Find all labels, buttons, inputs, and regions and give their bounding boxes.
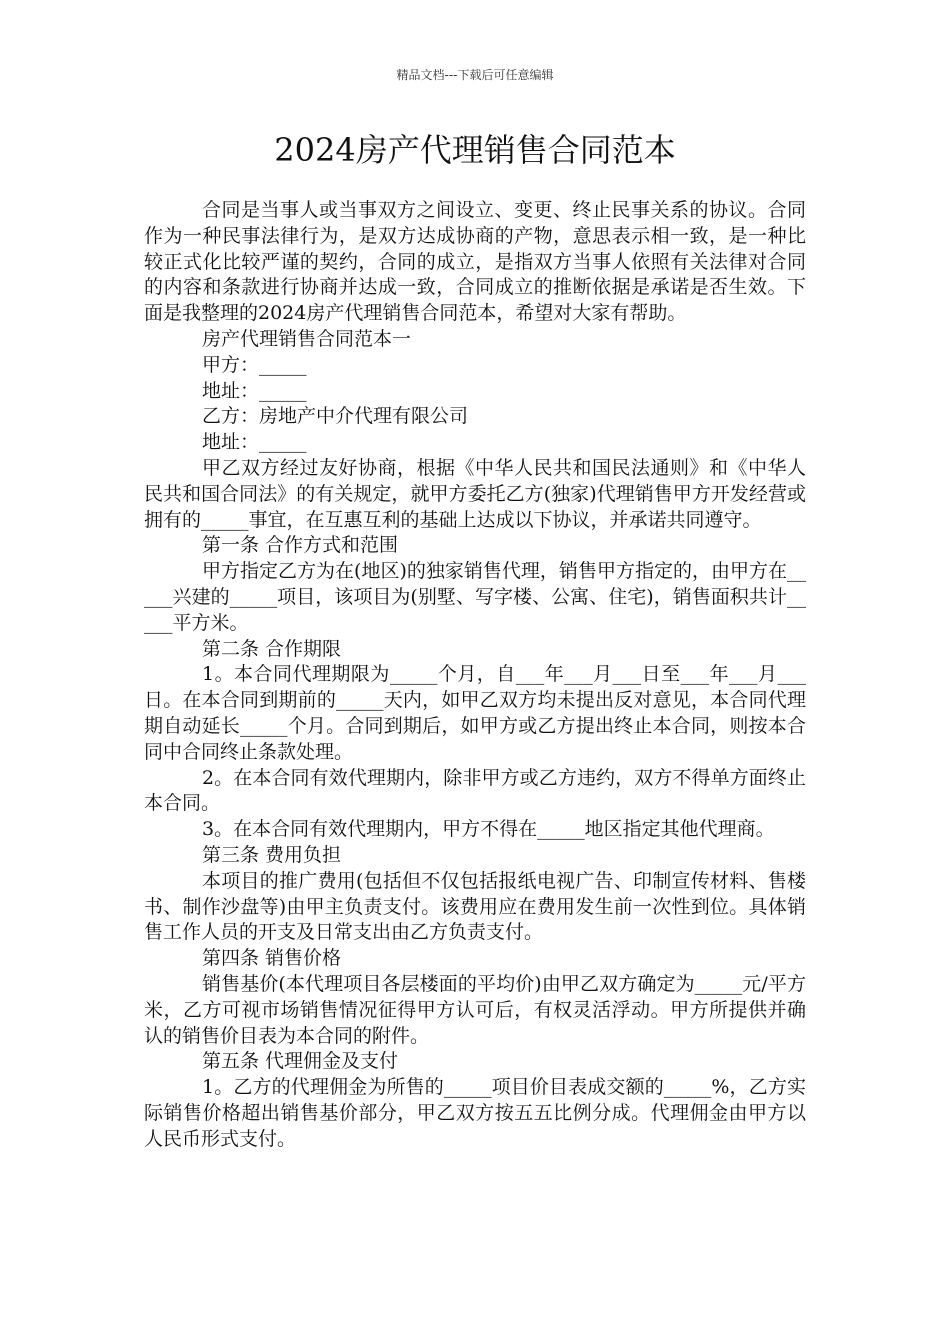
paragraph-intro: 合同是当事人或当事双方之间设立、变更、终止民事关系的协议。合同作为一种民事法律行为，是双方达成协商的产物，意思表示相一致，是一种比较正式化比较严谨的契约，合同的成立，是指双方当事人依照有关法律对合同的内容和条款进行协商并达成一致，合同成立的推断依据是承诺是否生效。下面是我整理的2024房产代理销售合同范本，希望对大家有帮助。 — [144, 199, 806, 325]
paragraph-article-1-body: 甲方指定乙方为在(地区)的独家销售代理，销售甲方指定的，由甲方在_____兴建的_____项目，该项目为(别墅、写字楼、公寓、住宅)，销售面积共计_____平方米。 — [144, 560, 806, 634]
paragraph-party-a: 甲方：_____ — [202, 353, 307, 376]
paragraph-article-5-heading: 第五条 代理佣金及支付 — [202, 1050, 399, 1073]
paragraph-article-3-body: 本项目的推广费用(包括但不仅包括报纸电视广告、印制宣传材料、售楼书、制作沙盘等)由甲主负责支付。该费用应在费用发生前一次性到位。具体销售工作人员的开支及日常支出由乙方负责支付。 — [144, 869, 806, 944]
paragraph-article-2-item-3: 3。在本合同有效代理期内，甲方不得在_____地区指定其他代理商。 — [202, 818, 775, 841]
paragraph-party-a-address: 地址：_____ — [202, 379, 307, 402]
paragraph-article-5-item-1: 1。乙方的代理佣金为所售的_____项目价目表成交额的_____%，乙方实际销售价格超出销售基价部分，甲乙双方按五五比例分成。代理佣金由甲方以人民币形式支付。 — [144, 1076, 806, 1150]
paragraph-article-4-heading: 第四条 销售价格 — [202, 947, 342, 970]
paragraph-article-2-item-1: 1。本合同代理期限为_____个月，自___年___月___日至___年___月___日。在本合同到期前的_____天内，如甲乙双方均未提出反对意见，本合同代理期自动延长_____个月。合同到期后，如甲方或乙方提出终止本合同，则按本合同中合同终止条款处理。 — [144, 663, 806, 763]
paragraph-article-3-heading: 第三条 费用负担 — [202, 843, 342, 866]
paragraph-article-4-body: 销售基价(本代理项目各层楼面的平均价)由甲乙双方确定为_____元/平方米，乙方可视市场销售情况征得甲方认可后，有权灵活浮动。甲方所提供并确认的销售价目表为本合同的附件。 — [144, 972, 806, 1047]
paragraph-article-2-heading: 第二条 合作期限 — [202, 637, 342, 660]
paragraph-heading-sample-one: 房产代理销售合同范本一 — [202, 327, 412, 350]
paragraph-party-b: 乙方：房地产中介代理有限公司 — [202, 405, 469, 428]
paragraph-article-1-heading: 第一条 合作方式和范围 — [202, 534, 399, 557]
header-note: 精品文档---下载后可任意编辑 — [396, 68, 554, 82]
paragraph-article-2-item-2: 2。在本合同有效代理期内，除非甲方或乙方违约，双方不得单方面终止本合同。 — [144, 766, 806, 815]
paragraph-preamble: 甲乙双方经过友好协商，根据《中华人民共和国民法通则》和《中华人民共和国合同法》的有关规定，就甲方委托乙方(独家)代理销售甲方开发经营或拥有的_____事宜，在互惠互利的基础上达成以下协议，并承诺共同遵守。 — [144, 456, 806, 531]
paragraph-party-b-address: 地址：_____ — [202, 431, 307, 454]
document-body — [144, 198, 806, 1152]
document-title: 2024房产代理销售合同范本 — [274, 131, 676, 169]
